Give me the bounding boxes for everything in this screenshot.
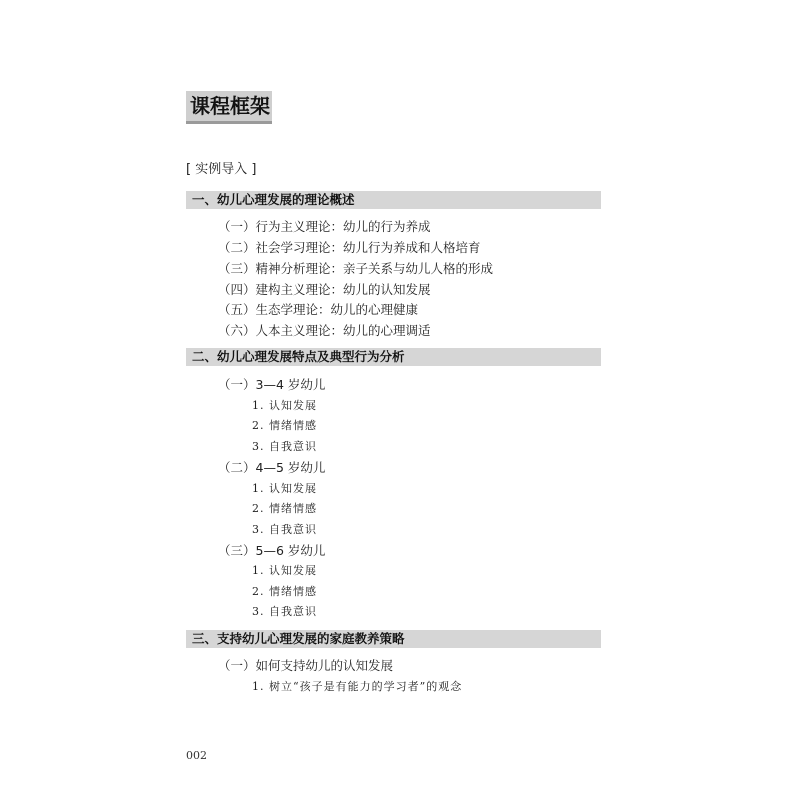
outline-subitem: 1. 树立“孩子是有能力的学习者”的观念 — [252, 680, 463, 693]
page-title-block — [186, 91, 272, 124]
outline-subitem: 1. 认知发展 — [252, 564, 317, 577]
outline-item: （一）如何支持幼儿的认知发展 — [218, 658, 394, 673]
outline-item: （一）3—4 岁幼儿 — [218, 377, 326, 392]
outline-subitem: 3. 自我意识 — [252, 605, 317, 618]
outline-subitem: 2. 情绪情感 — [252, 585, 317, 598]
outline-item: （三）5—6 岁幼儿 — [218, 543, 326, 558]
outline-item: （二）4—5 岁幼儿 — [218, 460, 326, 475]
page-number: 002 — [186, 749, 207, 762]
intro-label: [ 实例导入 ] — [186, 162, 257, 177]
outline-subitem: 3. 自我意识 — [252, 523, 317, 536]
outline-subitem: 1. 认知发展 — [252, 482, 317, 495]
outline-subitem: 1. 认知发展 — [252, 399, 317, 412]
outline-item: （五）生态学理论：幼儿的心理健康 — [218, 302, 419, 317]
outline-subitem: 3. 自我意识 — [252, 440, 317, 453]
outline-item: （二）社会学习理论：幼儿行为养成和人格培育 — [218, 240, 481, 255]
outline-item: （四）建构主义理论：幼儿的认知发展 — [218, 282, 431, 297]
title-underline — [186, 121, 272, 124]
section-heading-label: 一、幼儿心理发展的理论概述 — [192, 192, 355, 207]
outline-subitem: 2. 情绪情感 — [252, 502, 317, 515]
section-heading-2 — [186, 348, 601, 366]
section-heading-label: 二、幼儿心理发展特点及典型行为分析 — [192, 349, 405, 364]
section-heading-label: 三、支持幼儿心理发展的家庭教养策略 — [192, 631, 405, 646]
section-heading-1 — [186, 191, 601, 209]
section-heading-3 — [186, 630, 601, 648]
page-title: 课程框架 — [190, 94, 270, 118]
outline-subitem: 2. 情绪情感 — [252, 419, 317, 432]
outline-item: （一）行为主义理论：幼儿的行为养成 — [218, 219, 431, 234]
outline-item: （三）精神分析理论：亲子关系与幼儿人格的形成 — [218, 261, 494, 276]
outline-item: （六）人本主义理论：幼儿的心理调适 — [218, 323, 431, 338]
